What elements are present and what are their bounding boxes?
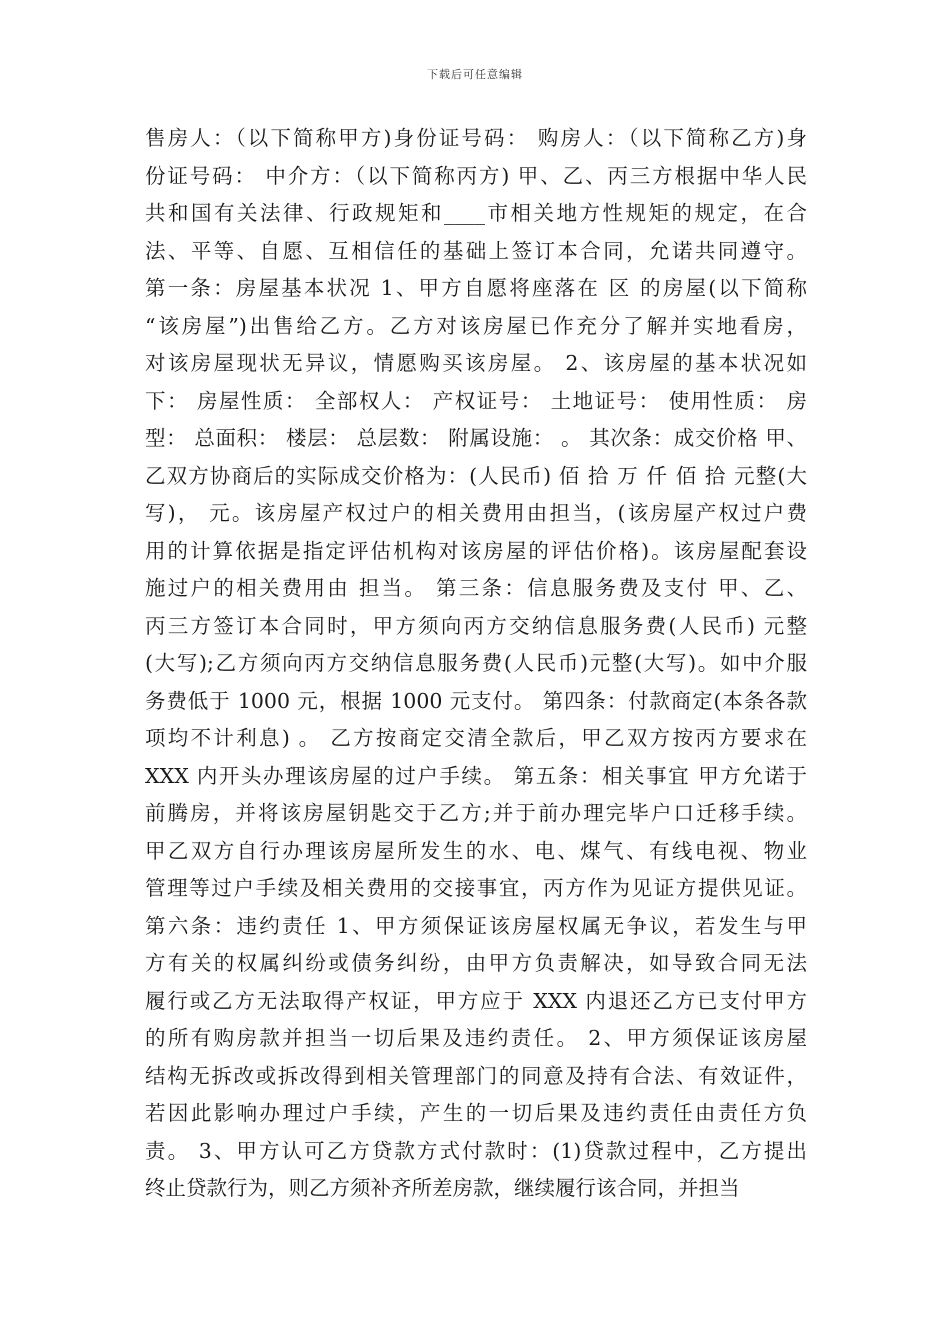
text-line: 前腾房，并将该房屋钥匙交于乙方;并于前办理完毕户口迁移手续。 — [145, 801, 807, 825]
text-line: XXX 内开头办理该房屋的过户手续。 第五条：相关事宜 甲方允诺于 — [145, 763, 807, 788]
text-line: 写)， 元。该房屋产权过户的相关费用由担当，(该房屋产权过户费 — [145, 501, 807, 525]
text-line: 丙三方签订本合同时，甲方须向丙方交纳信息服务费(人民币) 元整 — [145, 613, 807, 638]
text-line: 终止贷款行为，则乙方须补齐所差房款，继续履行该合同，并担当 — [145, 1176, 740, 1200]
text-line: 下： 房屋性质： 全部权人： 产权证号： 土地证号： 使用性质： 房 — [145, 388, 807, 413]
text-line: (大写);乙方须向丙方交纳信息服务费(人民币)元整(大写)。如中介服 — [145, 651, 807, 675]
text-line: 项均不计利息) 。 乙方按商定交清全款后，甲乙双方按丙方要求在 — [145, 726, 807, 750]
text-line: 甲乙双方自行办理该房屋所发生的水、电、煤气、有线电视、物业 — [145, 838, 807, 863]
text-line: 务费低于 1000 元，根据 1000 元支付。 第四条：付款商定(本条各款 — [145, 688, 807, 713]
text-line: 乙双方协商后的实际成交价格为：(人民币) 佰 拾 万 仟 佰 拾 元整(大 — [145, 463, 807, 488]
text-line: 法、平等、自愿、互相信任的基础上签订本合同，允诺共同遵守。 — [145, 238, 807, 263]
text-line: 对该房屋现状无异议，情愿购买该房屋。 2、该房屋的基本状况如 — [145, 351, 807, 375]
text-line: 共和国有关法律、行政规矩和____市相关地方性规矩的规定，在合 — [145, 201, 807, 225]
text-line: 履行或乙方无法取得产权证，甲方应于 XXX 内退还乙方已支付甲方 — [145, 988, 807, 1013]
text-line: 售房人：（以下简称甲方)身份证号码： 购房人：（以下简称乙方)身 — [145, 126, 807, 150]
text-line: 责。 3、甲方认可乙方贷款方式付款时：(1)贷款过程中，乙方提出 — [145, 1138, 807, 1163]
text-line: 的所有购房款并担当一切后果及违约责任。 2、甲方须保证该房屋 — [145, 1026, 807, 1050]
text-line: 施过户的相关费用由 担当。 第三条：信息服务费及支付 甲、乙、 — [145, 576, 807, 600]
text-line: 用的计算依据是指定评估机构对该房屋的评估价格)。该房屋配套设 — [145, 538, 807, 563]
header-note: 下载后可任意编辑 — [427, 68, 523, 81]
text-line: 第一条：房屋基本状况 1、甲方自愿将座落在 区 的房屋(以下简称 — [145, 276, 807, 300]
text-line: 若因此影响办理过户手续，产生的一切后果及违约责任由责任方负 — [145, 1101, 807, 1125]
text-line: 管理等过户手续及相关费用的交接事宜，丙方作为见证方提供见证。 — [145, 876, 807, 900]
contract-body — [145, 120, 807, 1208]
text-line: 份证号码： 中介方：（以下简称丙方) 甲、乙、丙三方根据中华人民 — [145, 163, 807, 188]
text-line: 第六条：违约责任 1、甲方须保证该房屋权属无争议，若发生与甲 — [145, 913, 807, 938]
text-line: 结构无拆改或拆改得到相关管理部门的同意及持有合法、有效证件， — [145, 1063, 807, 1088]
text-line: 方有关的权属纠纷或债务纠纷，由甲方负责解决，如导致合同无法 — [145, 951, 807, 975]
text-line: 型： 总面积： 楼层： 总层数： 附属设施： 。 其次条：成交价格 甲、 — [145, 426, 807, 450]
text-line: “该房屋”)出售给乙方。乙方对该房屋已作充分了解并实地看房， — [145, 313, 807, 338]
